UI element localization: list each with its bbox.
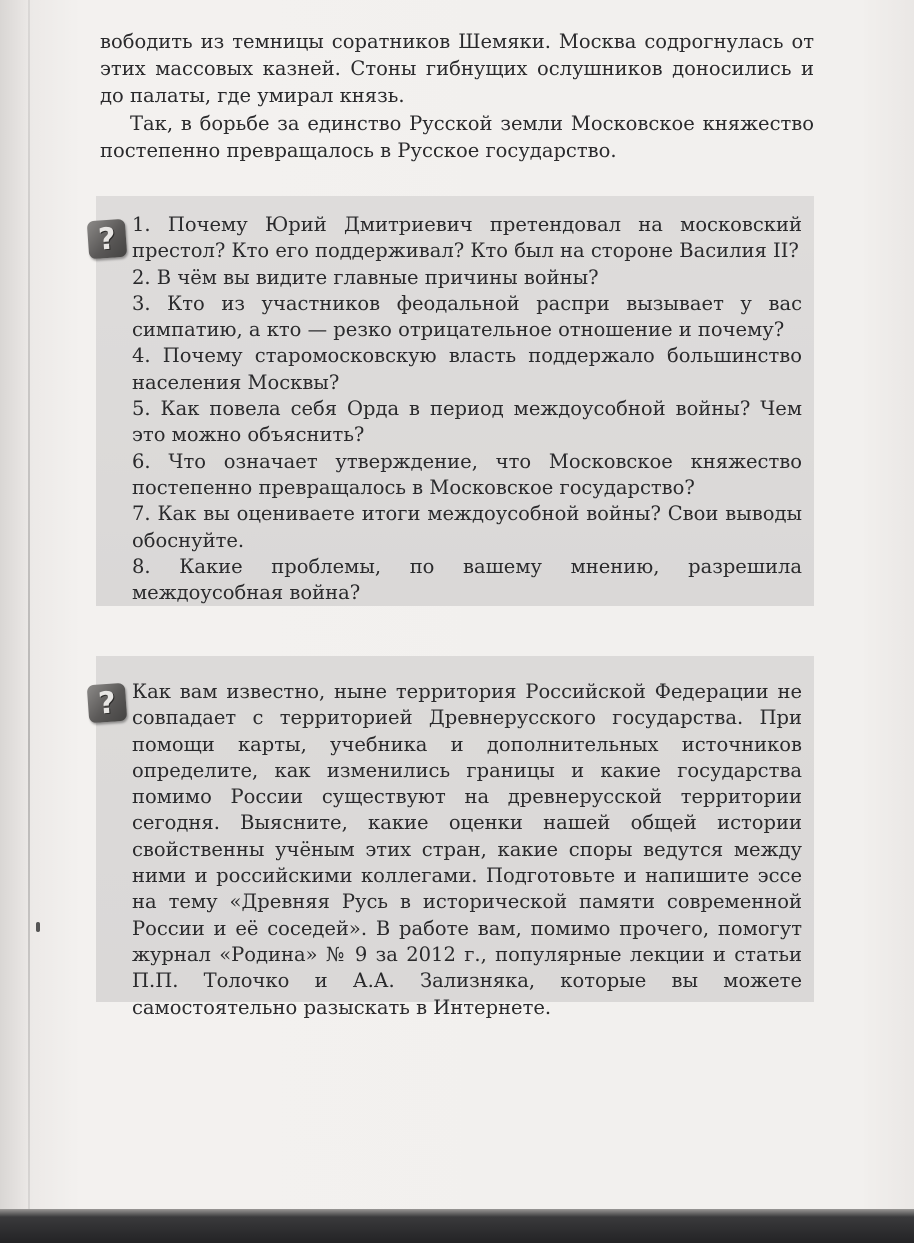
conclusion-paragraph: Так, в борьбе за единство Русской земли Московское княжество постепенно превращалось в Русское государство. [100, 112, 814, 162]
scan-bottom-edge [0, 1209, 914, 1243]
question-item: 3. Кто из участников феодальной распри вызывает у вас симпатию, а кто — резко отрицательное отношение и почему? [132, 291, 802, 342]
questions-list [132, 212, 802, 606]
research-task-icon: ? [87, 683, 128, 724]
question-item: 6. Что означает утверждение, что Московское княжество постепенно превращалось в Московское государство? [132, 449, 802, 499]
question-item: 5. Как повела себя Орда в период междоусобной войны? Чем это можно объяснить? [132, 397, 802, 447]
question-item: 2. В чём вы видите главные причины войны? [132, 265, 599, 289]
question-icon: ? [87, 219, 128, 260]
task-text: Как вам известно, ныне территория Российской Федерации не совпадает с территорией Древнерусского государства. При помощи карты, учебника и дополнительных источников определите, как изменились границы и какие государства помимо России существуют на древнерусской территории сегодня. Выясните, какие оценки нашей общей истории свойственны учёным этих стран, какие споры ведутся между ними и российскими коллегами. Подготовьте и напишите эссе на тему «Древняя Русь в исторической памяти современной России и её соседей». В работе вам, помимо прочего, помогут журнал «Родина» № 9 за 2012 г., популярные лекции и статьи П.П. Толочко и А.А. Зализняка, которые вы можете самостоятельно разыскать в Интернете. [132, 680, 802, 1019]
question-item: 1. Почему Юрий Дмитриевич претендовал на московский престол? Кто его поддерживал? Кто был на стороне Василия II? [132, 213, 802, 263]
question-item: 7. Как вы оцениваете итоги междоусобной войны? Свои выводы обоснуйте. [132, 502, 802, 552]
question-item: 8. Какие проблемы, по вашему мнению, разрешила междоусобная война? [132, 554, 802, 605]
intro-paragraph: вободить из темницы соратников Шемяки. Москва содрогнулась от этих массовых казней. Стоны гибнущих ослушников доносились и до палаты, где умирал князь. [100, 30, 814, 107]
page-mark [36, 922, 40, 932]
book-spine-shadow [28, 0, 30, 1243]
question-item: 4. Почему старомосковскую власть поддержало большинство населения Москвы? [132, 344, 802, 394]
